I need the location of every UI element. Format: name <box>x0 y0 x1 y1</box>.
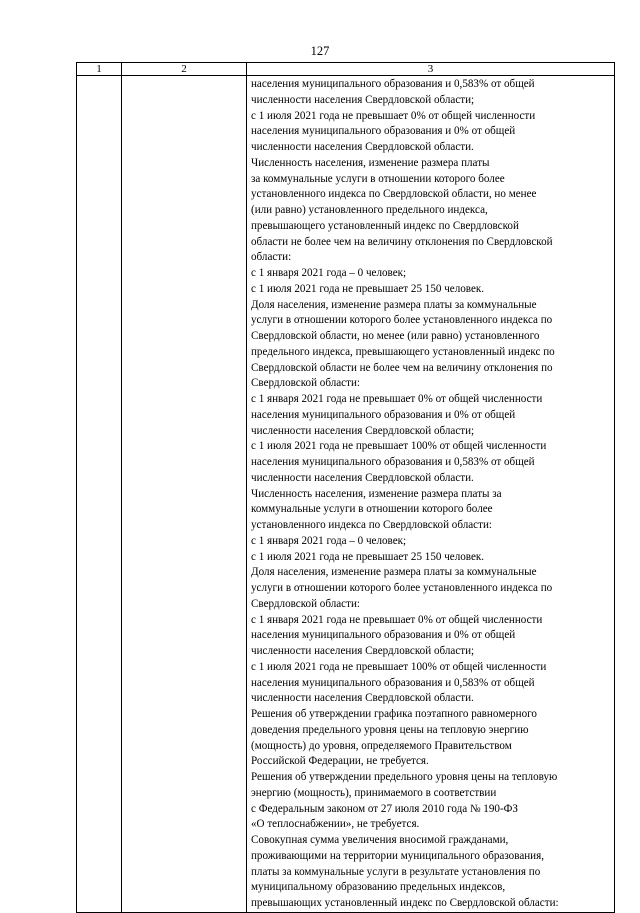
table-body-row <box>77 76 615 913</box>
text-line: численности населения Свердловской области; <box>251 93 475 106</box>
document-table <box>76 62 615 913</box>
text-line: области: <box>251 251 292 264</box>
text-line: предельного индекса, превышающего установленный индекс по <box>251 345 555 358</box>
text-line: численности населения Свердловской области. <box>251 471 474 484</box>
text-line: энергию (мощность), принимаемого в соответствии <box>251 786 497 799</box>
text-line: превышающего установленный индекс по Свердловской <box>251 219 519 232</box>
text-line: населения муниципального образования и 0% от общей <box>251 408 516 421</box>
cell-column-2 <box>122 76 247 913</box>
text-line: муниципальному образованию предельных индексов, <box>251 881 506 894</box>
text-line: населения муниципального образования и 0,583% от общей <box>251 78 535 90</box>
text-line: населения муниципального образования и 0% от общей <box>251 125 516 138</box>
text-line: с 1 июля 2021 года не превышает 25 150 человек. <box>251 550 485 563</box>
column-header-3: 3 <box>247 63 615 76</box>
text-line: Решения об утверждении графика поэтапного равномерного <box>251 708 537 720</box>
text-line: Свердловской области: <box>251 597 360 610</box>
text-line: с 1 января 2021 года не превышает 0% от общей численности <box>251 393 543 405</box>
text-line: (мощность) до уровня, определяемого Правительством <box>251 739 512 752</box>
text-line: с 1 июля 2021 года не превышает 25 150 человек. <box>251 282 485 295</box>
text-line: Численность населения, изменение размера платы за <box>251 487 502 500</box>
cell-text-block <box>247 76 614 912</box>
text-line: населения муниципального образования и 0,583% от общей <box>251 456 535 468</box>
page-number: 127 <box>310 44 330 58</box>
text-line: Свердловской области, но менее (или равно) установленного <box>251 330 540 342</box>
text-line: «О теплоснабжении», не требуется. <box>251 818 420 831</box>
text-line: Свердловской области: <box>251 377 360 390</box>
text-line: Численность населения, изменение размера платы <box>251 156 490 169</box>
text-line: с 1 июля 2021 года не превышает 100% от общей численности <box>251 660 547 673</box>
text-line: Свердловской области не более чем на величину отклонения по <box>251 361 553 374</box>
text-line: Решения об утверждении предельного уровня цены на тепловую <box>251 771 558 783</box>
table-header-row <box>77 63 615 76</box>
cell-column-3 <box>247 76 615 913</box>
text-line: населения муниципального образования и 0% от общей <box>251 629 516 642</box>
text-line: Российской Федерации, не требуется. <box>251 755 429 768</box>
text-line: с 1 июля 2021 года не превышает 0% от общей численности <box>251 109 536 122</box>
text-line: услуги в отношении которого более установленного индекса по <box>251 314 553 327</box>
text-line: установленного индекса по Свердловской области: <box>251 519 492 531</box>
text-line: за коммунальные услуги в отношении которого более <box>251 172 505 185</box>
text-line: Доля населения, изменение размера платы за коммунальные <box>251 298 537 311</box>
text-line: доведения предельного уровня цены на тепловую энергию <box>251 723 529 736</box>
cell-column-1 <box>77 76 122 913</box>
text-line: численности населения Свердловской области. <box>251 692 474 705</box>
text-line: проживающими на территории муниципального образования, <box>251 849 544 862</box>
column-header-2: 2 <box>122 63 247 76</box>
text-line: Доля населения, изменение размера платы за коммунальные <box>251 566 537 579</box>
text-line: с 1 января 2021 года не превышает 0% от общей численности <box>251 613 543 626</box>
text-line: платы за коммунальные услуги в результате установления по <box>251 865 541 878</box>
text-line: с Федеральным законом от 27 июля 2010 года № 190-ФЗ <box>251 802 518 815</box>
text-line: с 1 января 2021 года – 0 человек; <box>251 534 407 547</box>
text-line: (или равно) установленного предельного индекса, <box>251 204 488 216</box>
text-line: установленного индекса по Свердловской области, но менее <box>251 188 537 201</box>
text-line: коммунальные услуги в отношении которого более <box>251 503 493 516</box>
text-line: численности населения Свердловской области; <box>251 424 475 437</box>
text-line: с 1 января 2021 года – 0 человек; <box>251 267 407 279</box>
text-line: населения муниципального образования и 0,583% от общей <box>251 676 535 689</box>
text-line: услуги в отношении которого более установленного индекса по <box>251 582 553 594</box>
text-line: с 1 июля 2021 года не превышает 100% от общей численности <box>251 440 547 453</box>
column-header-1: 1 <box>77 63 122 76</box>
text-line: численности населения Свердловской области; <box>251 645 475 657</box>
text-line: Совокупная сумма увеличения вносимой гражданами, <box>251 834 509 846</box>
text-line: области не более чем на величину отклонения по Свердловской <box>251 235 553 248</box>
text-line: превышающих установленный индекс по Свердловской области: <box>251 897 559 909</box>
text-line: численности населения Свердловской области. <box>251 141 474 153</box>
